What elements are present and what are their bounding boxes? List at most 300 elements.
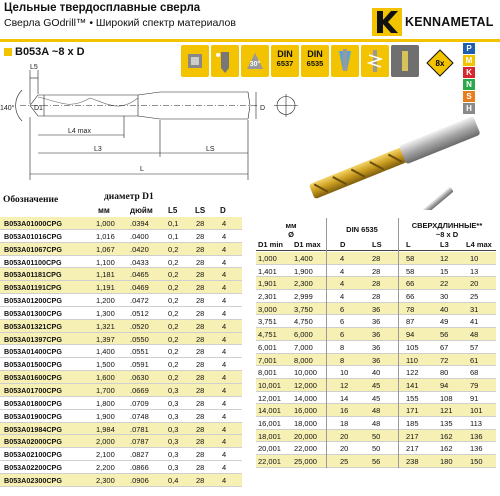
d-label: D [260, 105, 266, 112]
group-mm-label: мм [285, 221, 297, 230]
mm-cell: 1,100 [96, 257, 115, 267]
l3-cell: 94 [440, 380, 449, 390]
inch-cell: .0669 [130, 385, 149, 395]
ls-cell: 28 [372, 279, 381, 289]
table-row [0, 345, 242, 358]
l5-cell: 0,2 [168, 283, 179, 293]
d1-max-cell: 2,999 [294, 292, 313, 302]
ls-cell: 28 [196, 450, 205, 460]
group-extra-long-label: СВЕРХДЛИННЫЕ** [411, 221, 483, 230]
col-l3: L3 [440, 240, 449, 249]
table-row [256, 252, 496, 265]
inch-cell: .0827 [130, 450, 149, 460]
material-p-badge: P [463, 43, 475, 54]
angle-140-label: 140° [0, 105, 15, 112]
din6537-top: DIN [277, 49, 293, 59]
kennametal-logo-icon [372, 8, 402, 36]
d1-min-cell: 14,001 [258, 406, 281, 416]
ls-cell: 28 [196, 219, 205, 228]
group-din6535: DIN 6535 [346, 225, 378, 234]
designation-cell: B053A01700CPG [4, 385, 62, 395]
brand-name: KENNAMETAL [405, 15, 494, 29]
table-row [0, 230, 242, 243]
col-mm: мм [98, 206, 110, 215]
designation-cell: B053A01181CPG [4, 270, 62, 280]
l4-max-cell: 101 [470, 406, 483, 416]
table-row [0, 410, 242, 423]
mm-cell: 1,984 [96, 424, 115, 434]
inch-cell: .0781 [130, 424, 149, 434]
angle-label: 30° [249, 61, 261, 68]
l-cell: 238 [406, 457, 419, 466]
table-row [256, 442, 496, 455]
ls-cell: 48 [372, 418, 381, 428]
table-row [0, 474, 242, 487]
d-cell: 20 [340, 444, 349, 454]
d-cell: 4 [222, 244, 227, 254]
ls-cell: 28 [196, 347, 205, 357]
l-cell: 185 [406, 418, 419, 428]
mm-cell: 1,300 [96, 308, 115, 318]
d-cell: 4 [222, 424, 227, 434]
table-divider [398, 218, 399, 468]
l-cell: 122 [406, 368, 419, 378]
mm-cell: 1,016 [96, 231, 115, 241]
designation-cell: B053A01191CPG [4, 283, 62, 293]
d-cell: 4 [222, 411, 227, 421]
d1-max-cell: 10,000 [294, 368, 317, 378]
l5-cell: 0,2 [168, 270, 179, 280]
l4-max-cell: 13 [470, 266, 479, 276]
d-cell: 6 [340, 330, 345, 340]
designation-cell: B053A01300CPG [4, 308, 62, 318]
l5-cell: 0,2 [168, 334, 179, 344]
l-cell: 217 [406, 444, 419, 454]
d1-min-cell: 3,751 [258, 317, 277, 327]
d-cell: 4 [340, 279, 345, 289]
mm-cell: 1,600 [96, 373, 115, 383]
material-h-badge: H [463, 103, 475, 114]
l5-cell: 0,3 [168, 424, 179, 434]
right-table-body [256, 252, 496, 468]
l3-cell: 12 [440, 254, 449, 263]
model-label [4, 46, 85, 58]
d-cell: 4 [222, 463, 227, 473]
inch-cell: .0400 [130, 231, 149, 241]
l5-cell: 0,2 [168, 308, 179, 318]
l4-max-cell: 136 [470, 444, 483, 454]
d1-min-cell: 18,001 [258, 431, 281, 441]
d1-max-cell: 3,750 [294, 304, 313, 314]
inch-cell: .0394 [130, 219, 149, 228]
group-extra-long-sub: ~8 x D [435, 230, 459, 239]
ls-cell: 36 [372, 342, 381, 352]
l5-cell: 0,2 [168, 373, 179, 383]
chip-evacuation-icon [361, 45, 389, 77]
l3-cell: 72 [440, 355, 449, 365]
table-row [0, 268, 242, 281]
ls-cell: 50 [372, 431, 381, 441]
inch-cell: .0787 [130, 437, 149, 447]
model-name: B053A ~8 x D [15, 46, 85, 58]
d-cell: 4 [222, 219, 227, 228]
mm-cell: 2,000 [96, 437, 115, 447]
l-cell: 155 [406, 393, 419, 403]
l4-max-cell: 79 [470, 380, 479, 390]
l-cell: 66 [406, 292, 415, 302]
d-cell: 25 [340, 457, 349, 466]
mm-cell: 1,067 [96, 244, 115, 254]
d1-min-cell: 10,001 [258, 380, 281, 390]
l5-cell: 0,3 [168, 411, 179, 421]
inch-cell: .0591 [130, 360, 149, 370]
d1-min-cell: 6,001 [258, 342, 277, 352]
l5-label: L5 [30, 64, 38, 71]
l-cell: 94 [406, 330, 415, 340]
d1-min-cell: 12,001 [258, 393, 281, 403]
inch-cell: .0550 [130, 334, 149, 344]
ls-cell: 28 [372, 292, 381, 302]
material-m-badge: M [463, 55, 475, 66]
d-cell: 4 [222, 321, 227, 331]
d1-min-cell: 4,751 [258, 330, 277, 340]
table-row [256, 379, 496, 392]
designation-cell: B053A01984CPG [4, 424, 62, 434]
ls-cell: 45 [372, 380, 381, 390]
ls-cell: 28 [372, 266, 381, 276]
l3-cell: 30 [440, 292, 449, 302]
d1-max-cell: 4,750 [294, 317, 313, 327]
d-cell: 4 [222, 270, 227, 280]
designation-cell: B053A01400CPG [4, 347, 62, 357]
mm-cell: 1,400 [96, 347, 115, 357]
l3-cell: 49 [440, 317, 449, 327]
ls-cell: 28 [196, 385, 205, 395]
l5-cell: 0,3 [168, 450, 179, 460]
left-table-body [0, 217, 242, 487]
inch-cell: .0551 [130, 347, 149, 357]
d1-max-cell: 25,000 [294, 457, 317, 466]
mm-cell: 2,300 [96, 475, 115, 485]
ls-cell: 28 [196, 437, 205, 447]
designation-cell: B053A01800CPG [4, 398, 62, 408]
depth-badge-text: 8x [435, 59, 445, 68]
inch-cell: .0709 [130, 398, 149, 408]
l5-cell: 0,4 [168, 475, 179, 485]
col-d: D [340, 240, 346, 249]
l5-cell: 0,2 [168, 347, 179, 357]
table-row [256, 303, 496, 316]
l4-max-cell: 113 [470, 418, 482, 428]
table-row [0, 448, 242, 461]
material-k-badge: K [463, 67, 475, 78]
d-cell: 12 [340, 380, 349, 390]
inch-cell: .0472 [130, 296, 149, 306]
table-row [0, 217, 242, 230]
ls-cell: 36 [372, 304, 381, 314]
table-row [0, 281, 242, 294]
d1-min-cell: 16,001 [258, 418, 281, 428]
l5-cell: 0,3 [168, 463, 179, 473]
col-l4-max: L4 max [466, 240, 492, 249]
l3-cell: 180 [440, 457, 453, 466]
d1-min-cell: 2,301 [258, 292, 277, 302]
d1-max-cell: 8,000 [294, 355, 313, 365]
l-cell: 58 [406, 266, 415, 276]
table-row [256, 417, 496, 430]
d-cell: 4 [222, 373, 227, 383]
d-cell: 4 [222, 385, 227, 395]
ls-cell: 28 [372, 254, 381, 263]
kennametal-logo [372, 6, 496, 38]
header-divider [0, 39, 500, 42]
designation-cell: B053A02200CPG [4, 463, 62, 473]
l3-cell: 40 [440, 304, 449, 314]
table-row [0, 397, 242, 410]
ls-cell: 28 [196, 308, 205, 318]
inch-cell: .0512 [130, 308, 149, 318]
l4-max-cell: 57 [470, 342, 479, 352]
l4-max-cell: 136 [470, 431, 483, 441]
table-row [0, 435, 242, 448]
d1-min-cell: 3,000 [258, 304, 277, 314]
inch-cell: .0465 [130, 270, 149, 280]
designation-cell: B053A01500CPG [4, 360, 62, 370]
table-row [0, 333, 242, 346]
l-cell: 66 [406, 279, 415, 289]
l-cell: 171 [406, 406, 419, 416]
d-cell: 4 [222, 475, 227, 485]
ls-cell: 28 [196, 373, 205, 383]
table-row [0, 423, 242, 436]
l5-cell: 0,2 [168, 296, 179, 306]
coating-icon [391, 45, 419, 77]
inch-cell: .0433 [130, 257, 149, 267]
d-cell: 4 [340, 292, 345, 302]
ls-cell: 28 [196, 270, 205, 280]
d1-max-cell: 20,000 [294, 431, 317, 441]
inch-cell: .0866 [130, 463, 149, 473]
ls-cell: 28 [196, 257, 205, 267]
table-row [256, 265, 496, 278]
table-row [0, 243, 242, 256]
mm-cell: 1,191 [96, 283, 115, 293]
l4-max-cell: 68 [470, 368, 479, 378]
l-cell: 110 [406, 355, 418, 365]
table-row [256, 277, 496, 290]
l4-max-cell: 150 [470, 457, 483, 466]
d-cell: 4 [222, 437, 227, 447]
col-d: D [220, 206, 226, 215]
d1-max-cell: 18,000 [294, 418, 317, 428]
d-cell: 4 [222, 296, 227, 306]
right-table-group-headers [256, 218, 496, 240]
d1-min-cell: 1,401 [258, 266, 277, 276]
table-row [0, 320, 242, 333]
col-d1-min: D1 min [258, 240, 284, 249]
d1-min-cell: 1,000 [258, 254, 277, 263]
l3-cell: 67 [440, 342, 449, 352]
l4-max-cell: 20 [470, 279, 479, 289]
d-cell: 4 [222, 360, 227, 370]
l4-max-cell: 91 [470, 393, 479, 403]
l-label: L [140, 166, 144, 173]
l-cell: 141 [406, 380, 419, 390]
designation-cell: B053A01200CPG [4, 296, 62, 306]
l-cell: 58 [406, 254, 415, 263]
ls-cell: 28 [196, 463, 205, 473]
d-cell: 6 [340, 317, 345, 327]
table-row [256, 455, 496, 468]
l3-cell: 135 [440, 418, 453, 428]
l3-cell: 162 [440, 444, 453, 454]
mm-cell: 1,397 [96, 334, 115, 344]
l4-max-cell: 48 [470, 330, 479, 340]
l4-max-cell: 25 [470, 292, 479, 302]
l3-cell: 121 [440, 406, 453, 416]
table-row [0, 371, 242, 384]
bullet-square [4, 48, 12, 56]
l-cell: 217 [406, 431, 419, 441]
mm-cell: 2,100 [96, 450, 115, 460]
drill-render-image [296, 110, 496, 210]
col-ls: LS [372, 240, 382, 249]
l3-cell: 108 [440, 393, 453, 403]
l5-cell: 0,2 [168, 360, 179, 370]
ls-cell: 28 [196, 231, 205, 241]
l5-cell: 0,1 [168, 231, 179, 241]
ls-cell: 28 [196, 334, 205, 344]
d-cell: 4 [222, 450, 227, 460]
table-row [0, 256, 242, 269]
page-subtitle: Сверла GOdrill™ • Широкий спектр материалов [4, 17, 236, 29]
d1-max-cell: 16,000 [294, 406, 317, 416]
din6535-label [301, 50, 329, 68]
table-row [256, 315, 496, 328]
l5-cell: 0,3 [168, 437, 179, 447]
l-cell: 78 [406, 304, 415, 314]
designation-cell: B053A01900CPG [4, 411, 62, 421]
col-l5: L5 [168, 206, 178, 215]
ls-cell: 36 [372, 355, 381, 365]
mm-cell: 1,000 [96, 219, 115, 228]
ls-cell: 56 [372, 457, 381, 466]
d1-min-cell: 7,001 [258, 355, 277, 365]
d-cell: 4 [340, 254, 345, 263]
designation-cell: B053A01016CPG [4, 231, 62, 241]
l3-cell: 162 [440, 431, 453, 441]
d-cell: 4 [222, 398, 227, 408]
d-cell: 4 [222, 257, 227, 267]
designation-cell: B053A01100CPG [4, 257, 62, 267]
l3-cell: 56 [440, 330, 449, 340]
ls-cell: 36 [372, 330, 381, 340]
page-title: Цельные твердосплавные сверла [4, 2, 201, 14]
inch-cell: .0469 [130, 283, 149, 293]
inch-cell: .0748 [130, 411, 149, 421]
inch-cell: .0630 [130, 373, 149, 383]
table-row [256, 392, 496, 405]
designation-cell: B053A02300CPG [4, 475, 62, 485]
table-row [0, 358, 242, 371]
ls-cell: 45 [372, 393, 381, 403]
ls-cell: 50 [372, 444, 381, 454]
d1-max-cell: 2,300 [294, 279, 313, 289]
mm-cell: 1,500 [96, 360, 115, 370]
d1-max-cell: 14,000 [294, 393, 317, 403]
d-cell: 4 [222, 283, 227, 293]
l3-cell: 22 [440, 279, 449, 289]
designation-cell: B053A01600CPG [4, 373, 62, 383]
d1-max-cell: 22,000 [294, 444, 317, 454]
d-cell: 8 [340, 355, 345, 365]
mm-cell: 1,321 [96, 321, 115, 331]
ls-cell: 28 [196, 283, 205, 293]
ls-cell: 48 [372, 406, 381, 416]
right-table-column-headers [256, 240, 496, 251]
d-cell: 8 [340, 342, 345, 352]
d1-max-cell: 7,000 [294, 342, 313, 352]
mm-cell: 1,700 [96, 385, 115, 395]
table-row [0, 384, 242, 397]
l5-cell: 0,2 [168, 244, 179, 254]
d-cell: 6 [340, 304, 345, 314]
d-cell: 14 [340, 393, 349, 403]
table-row [0, 294, 242, 307]
ls-cell: 36 [372, 317, 381, 327]
d-cell: 4 [222, 334, 227, 344]
d-cell: 4 [222, 308, 227, 318]
d1-min-cell: 22,001 [258, 457, 281, 466]
col-ls: LS [195, 206, 206, 215]
l3-cell: 15 [440, 266, 449, 276]
mm-cell: 1,181 [96, 270, 115, 280]
group-mm [256, 221, 326, 239]
l-cell: 105 [406, 342, 419, 352]
ls-cell: 28 [196, 475, 205, 485]
d1-max-cell: 12,000 [294, 380, 317, 390]
l4-label: L4 max [68, 128, 91, 135]
d-cell: 4 [340, 266, 345, 276]
depth-8xd-icon [425, 48, 455, 78]
designation-cell: B053A02100CPG [4, 450, 62, 460]
material-s-badge: S [463, 91, 475, 102]
table-row [0, 461, 242, 474]
l5-cell: 0,3 [168, 398, 179, 408]
ls-label: LS [206, 146, 215, 153]
l4-max-cell: 41 [470, 317, 479, 327]
designation-cell: B053A01067CPG [4, 244, 62, 254]
inch-cell: .0906 [130, 475, 149, 485]
l5-cell: 0,1 [168, 219, 179, 228]
d1-min-cell: 20,001 [258, 444, 281, 454]
designation-cell: B053A02000CPG [4, 437, 62, 447]
d1-max-cell: 6,000 [294, 330, 313, 340]
ls-cell: 28 [196, 398, 205, 408]
left-table-column-headers [0, 206, 242, 217]
l5-cell: 0,3 [168, 385, 179, 395]
mm-cell: 1,200 [96, 296, 115, 306]
group-mm-symbol: Ø [288, 230, 294, 239]
d1-max-cell: 1,900 [294, 266, 313, 276]
inch-cell: .0520 [130, 321, 149, 331]
ls-cell: 28 [196, 244, 205, 254]
table-divider [326, 218, 327, 468]
col-l: L [406, 240, 411, 249]
l4-max-cell: 31 [470, 304, 479, 314]
d-cell: 16 [340, 406, 349, 416]
designation-cell: B053A01000CPG [4, 219, 62, 228]
